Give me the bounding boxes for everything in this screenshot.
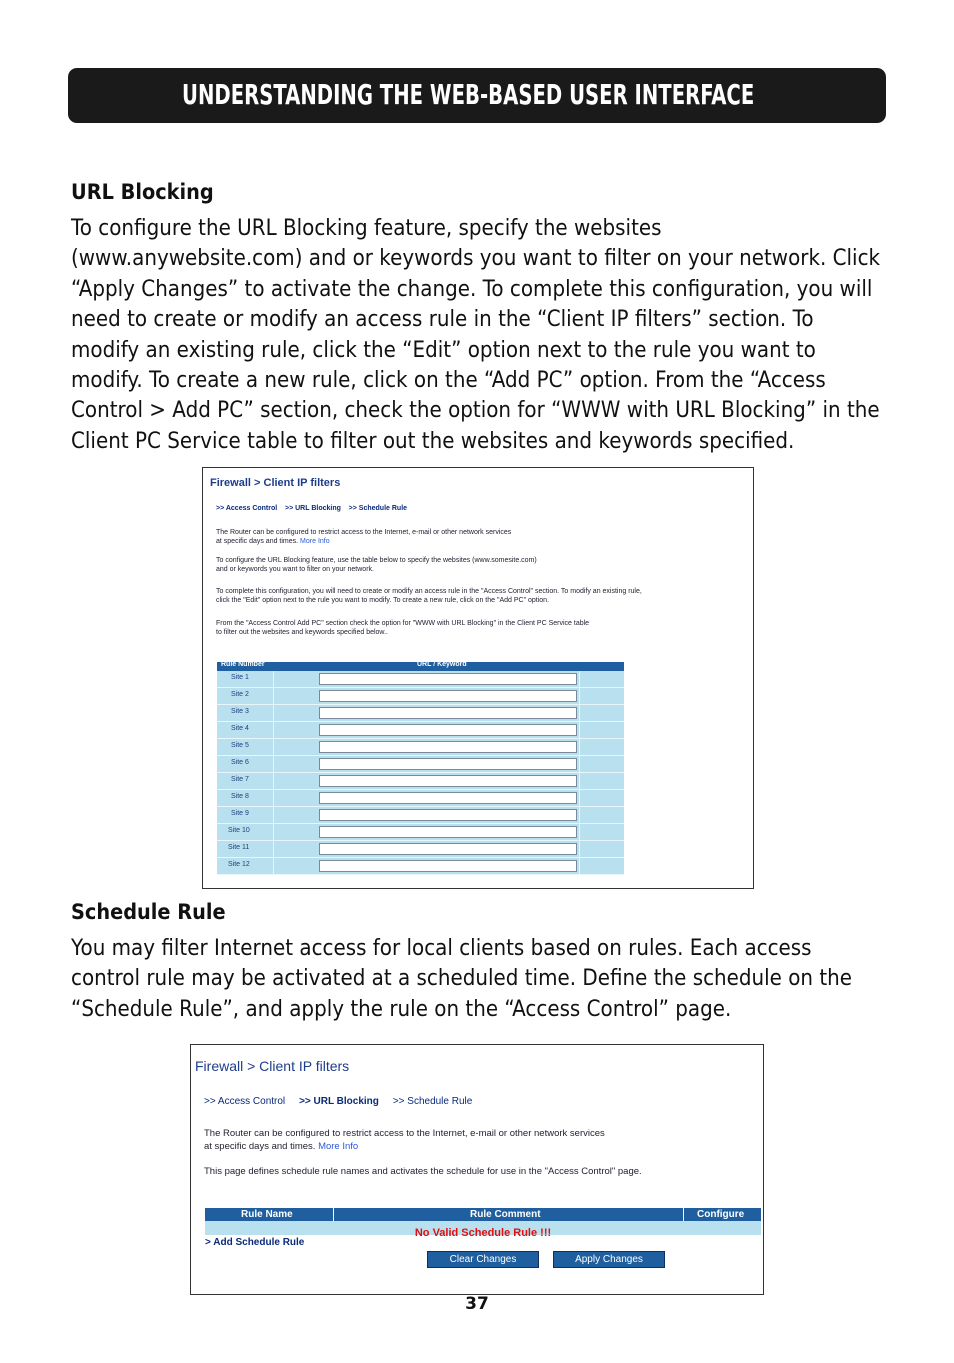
schedule-rule-heading: Schedule Rule: [71, 900, 226, 924]
from-line: to filter out the websites and keywords specified below..: [216, 629, 388, 636]
intro-text: [216, 528, 511, 546]
body-line: “Apply Changes” to activate the change. To complete this configuration, you will: [71, 276, 873, 302]
schedule-rule-body: [71, 934, 879, 1025]
col-rule-number: Rule Number: [221, 661, 265, 668]
table-row: [217, 722, 624, 739]
body-line: You may filter Internet access for local clients based on rules. Each access: [71, 936, 812, 961]
body-line: modify. To create a new rule, click on the “Add PC” option. From the “Access: [71, 368, 826, 394]
body-line: Client PC Service table to filter out the websites and keywords specified.: [71, 428, 795, 454]
url-keyword-table: [217, 662, 624, 875]
table-row: [217, 688, 624, 705]
body-line: control rule may be activated at a scheduled time. Define the schedule on the: [71, 966, 853, 992]
apply-changes-button[interactable]: Apply Changes: [553, 1251, 665, 1268]
body-line: need to create or modify an access rule in the “Client IP filters” section. To: [71, 307, 814, 333]
nav-schedule-rule[interactable]: >> Schedule Rule: [348, 505, 408, 512]
table-row: [217, 773, 624, 790]
page-description: This page defines schedule rule names and activates the schedule for use in the "Access Control" page.: [204, 1166, 642, 1177]
table-header: [205, 1208, 761, 1221]
site-label: Site 8: [231, 793, 249, 800]
table-row: [217, 824, 624, 841]
nav-access-control[interactable]: >> Access Control: [204, 1096, 286, 1107]
url-input[interactable]: [319, 826, 577, 838]
breadcrumb: Firewall > Client IP filters: [210, 477, 341, 489]
clear-changes-button[interactable]: Clear Changes: [427, 1251, 539, 1268]
no-rule-message: No Valid Schedule Rule !!!: [414, 1227, 552, 1239]
section-banner: [68, 68, 886, 123]
complete-text: [216, 587, 642, 605]
table-empty-row: [205, 1221, 761, 1239]
col-rule-comment: Rule Comment: [470, 1209, 541, 1220]
url-input[interactable]: [319, 792, 577, 804]
section-title: UNDERSTANDING THE WEB-BASED USER INTERFACE: [182, 78, 755, 111]
col-configure: Configure: [697, 1209, 745, 1220]
table-row: [217, 705, 624, 722]
body-line: (www.anywebsite.com) and or keywords you want to filter on your network. Click: [71, 246, 881, 272]
table-row: [217, 756, 624, 773]
site-label: Site 4: [231, 725, 249, 732]
body-line: Control > Add PC” section, check the option for “WWW with URL Blocking” in the: [71, 398, 880, 424]
url-input[interactable]: [319, 707, 577, 719]
intro-line: at specific days and times.: [204, 1141, 316, 1152]
body-line: modify an existing rule, click the “Edit” option next to the rule you want to: [71, 337, 816, 363]
table-row: [217, 807, 624, 824]
complete-line: click the "Edit" option next to the rule you want to modify. To create a new rule, click on the "Add PC" option.: [216, 597, 550, 604]
site-label: Site 1: [231, 674, 249, 681]
nav-bar: [204, 1096, 472, 1107]
site-label: Site 5: [231, 742, 249, 749]
table-row: [217, 671, 624, 688]
table-row: [217, 739, 624, 756]
from-line: From the "Access Control Add PC" section check the option for "WWW with URL Blocking" in the Client PC Service table: [216, 620, 590, 627]
site-label: Site 3: [231, 708, 249, 715]
table-row: [217, 858, 624, 875]
schedule-rule-screenshot: [190, 1044, 764, 1295]
col-rule-name: Rule Name: [241, 1209, 293, 1220]
table-header: [217, 662, 624, 671]
complete-line: To complete this configuration, you will need to create or modify an access rule in the "Access Control" section. To modify an existing rule,: [216, 588, 642, 595]
col-url-keyword: URL / Keyword: [417, 661, 467, 668]
intro-line: at specific days and times.: [216, 538, 299, 545]
body-line: “Schedule Rule”, and apply the rule on the “Access Control” page.: [71, 996, 732, 1022]
table-row: [217, 841, 624, 858]
url-input[interactable]: [319, 775, 577, 787]
config-line: To configure the URL Blocking feature, use the table below to specify the websites (www.somesite.com): [216, 557, 537, 564]
body-line: To configure the URL Blocking feature, specify the websites: [71, 216, 662, 241]
more-info-link[interactable]: More Info: [300, 538, 330, 545]
url-blocking-screenshot: [202, 467, 754, 889]
intro-text: [204, 1127, 605, 1153]
url-input[interactable]: [319, 809, 577, 821]
site-label: Site 12: [228, 861, 250, 868]
nav-bar: [216, 505, 407, 512]
url-input[interactable]: [319, 758, 577, 770]
intro-line: The Router can be configured to restrict access to the Internet, e-mail or other network services: [204, 1128, 605, 1139]
nav-url-blocking[interactable]: >> URL Blocking: [299, 1096, 379, 1107]
site-label: Site 10: [228, 827, 250, 834]
config-text: [216, 556, 537, 574]
url-input[interactable]: [319, 673, 577, 685]
schedule-rule-table: [205, 1208, 761, 1239]
nav-access-control[interactable]: >> Access Control: [216, 505, 278, 512]
url-blocking-body: [71, 214, 879, 457]
intro-line: The Router can be configured to restrict access to the Internet, e-mail or other network services: [216, 529, 512, 536]
url-input[interactable]: [319, 860, 577, 872]
add-schedule-rule-link[interactable]: > Add Schedule Rule: [205, 1237, 305, 1248]
site-label: Site 11: [228, 844, 250, 851]
config-line: and or keywords you want to filter on your network.: [216, 566, 374, 573]
url-input[interactable]: [319, 843, 577, 855]
breadcrumb: Firewall > Client IP filters: [195, 1058, 350, 1074]
page-number: 37: [465, 1294, 489, 1314]
url-input[interactable]: [319, 741, 577, 753]
more-info-link[interactable]: More Info: [318, 1141, 359, 1152]
url-input[interactable]: [319, 690, 577, 702]
from-text: [216, 619, 589, 637]
site-label: Site 9: [231, 810, 249, 817]
table-row: [217, 790, 624, 807]
nav-schedule-rule[interactable]: >> Schedule Rule: [392, 1096, 473, 1107]
url-blocking-heading: URL Blocking: [71, 180, 214, 204]
url-input[interactable]: [319, 724, 577, 736]
site-label: Site 7: [231, 776, 249, 783]
nav-url-blocking[interactable]: >> URL Blocking: [285, 505, 341, 512]
site-label: Site 6: [231, 759, 249, 766]
site-label: Site 2: [231, 691, 249, 698]
